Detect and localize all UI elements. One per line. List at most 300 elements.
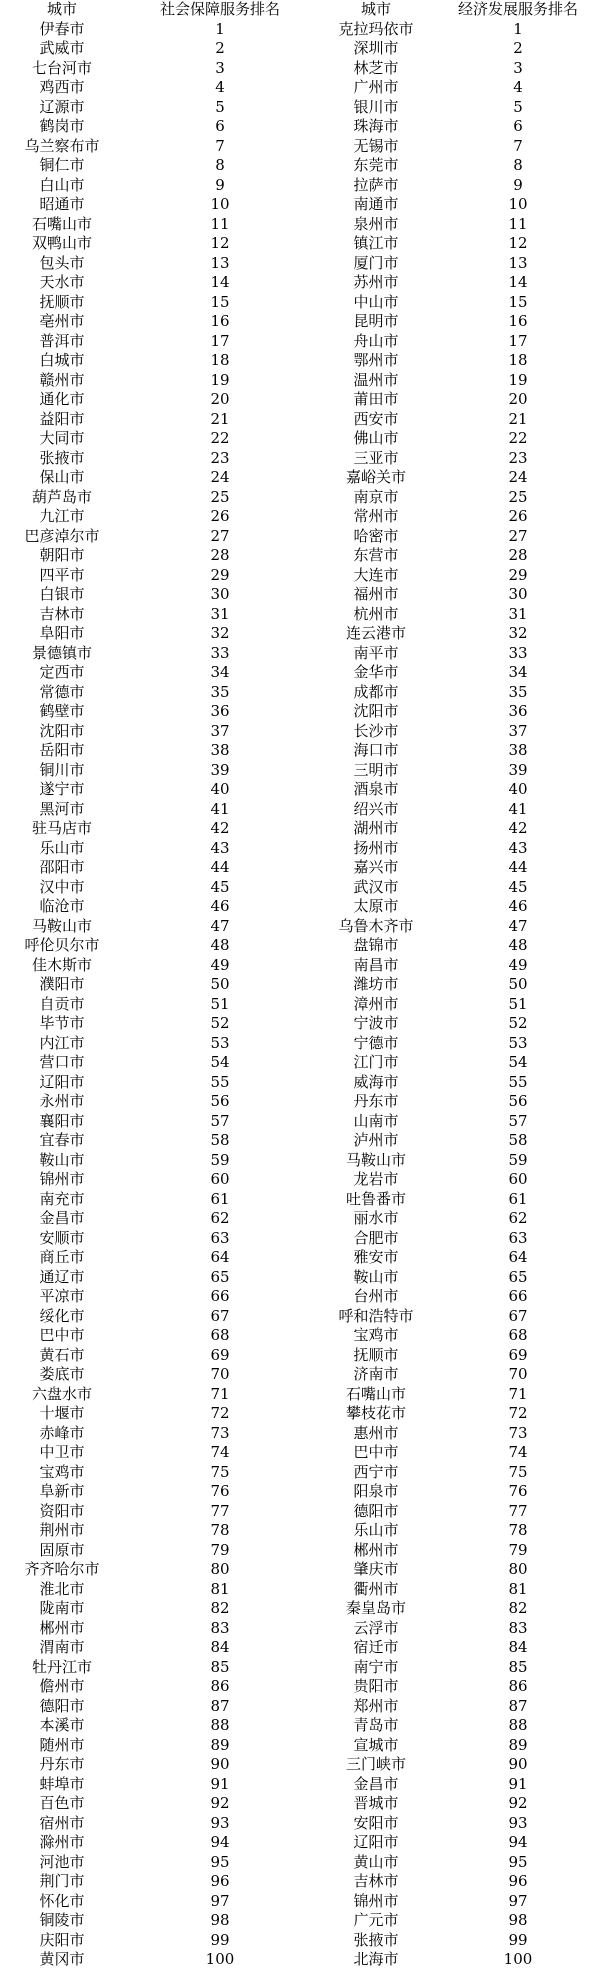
social-rank-cell: 30 bbox=[210, 585, 230, 604]
social-city-cell: 随州市 bbox=[39, 1735, 85, 1754]
economic-rank-cell: 46 bbox=[508, 897, 528, 916]
economic-rank-cell: 88 bbox=[508, 1716, 528, 1735]
economic-rank-cell: 97 bbox=[508, 1891, 528, 1910]
economic-rank-cell: 69 bbox=[508, 1345, 528, 1364]
social-rank-cell: 87 bbox=[210, 1696, 230, 1715]
social-city-cell: 邵阳市 bbox=[39, 858, 85, 877]
social-city-cell: 临沧市 bbox=[39, 897, 85, 916]
economic-rank-cell: 95 bbox=[508, 1852, 528, 1871]
social-city-cell: 武威市 bbox=[39, 39, 85, 58]
social-rank-cell: 73 bbox=[210, 1423, 230, 1442]
economic-city-cell: 丽水市 bbox=[353, 1209, 399, 1228]
table-row bbox=[0, 39, 600, 59]
social-city-cell: 普洱市 bbox=[39, 331, 85, 350]
economic-rank-cell: 57 bbox=[508, 1111, 528, 1130]
economic-rank-cell: 82 bbox=[508, 1599, 528, 1618]
social-rank-cell: 26 bbox=[210, 507, 230, 526]
table-row bbox=[0, 137, 600, 157]
economic-city-cell: 锦州市 bbox=[353, 1891, 399, 1910]
social-rank-cell: 2 bbox=[215, 39, 225, 58]
table-row bbox=[0, 975, 600, 995]
table-row bbox=[0, 683, 600, 703]
social-city-cell: 巴中市 bbox=[39, 1326, 85, 1345]
economic-city-cell: 威海市 bbox=[353, 1072, 399, 1091]
table-row bbox=[0, 1560, 600, 1580]
economic-city-cell: 连云港市 bbox=[345, 624, 406, 643]
social-rank-cell: 48 bbox=[210, 936, 230, 955]
economic-city-cell: 郑州市 bbox=[353, 1696, 399, 1715]
table-row bbox=[0, 371, 600, 391]
table-row bbox=[0, 117, 600, 137]
social-rank-cell: 45 bbox=[210, 877, 230, 896]
social-rank-cell: 9 bbox=[215, 175, 225, 194]
social-rank-cell: 51 bbox=[210, 994, 230, 1013]
economic-city-cell: 深圳市 bbox=[353, 39, 399, 58]
social-city-cell: 中卫市 bbox=[39, 1443, 85, 1462]
economic-city-cell: 肇庆市 bbox=[353, 1560, 399, 1579]
table-row bbox=[0, 1190, 600, 1210]
social-rank-cell: 16 bbox=[210, 312, 230, 331]
economic-rank-cell: 17 bbox=[508, 331, 528, 350]
table-row bbox=[0, 429, 600, 449]
economic-city-cell: 扬州市 bbox=[353, 838, 399, 857]
economic-rank-cell: 96 bbox=[508, 1872, 528, 1891]
economic-rank-cell: 22 bbox=[508, 429, 528, 448]
social-city-cell: 营口市 bbox=[39, 1053, 85, 1072]
social-city-cell: 通化市 bbox=[39, 390, 85, 409]
economic-city-cell: 哈密市 bbox=[353, 526, 399, 545]
social-city-cell: 资阳市 bbox=[39, 1501, 85, 1520]
economic-rank-cell: 39 bbox=[508, 760, 528, 779]
social-rank-cell: 32 bbox=[210, 624, 230, 643]
social-city-cell: 辽源市 bbox=[39, 97, 85, 116]
economic-city-cell: 太原市 bbox=[353, 897, 399, 916]
economic-rank-cell: 1 bbox=[513, 19, 523, 38]
table-row bbox=[0, 1580, 600, 1600]
economic-city-cell: 贵阳市 bbox=[353, 1677, 399, 1696]
economic-city-cell: 金华市 bbox=[353, 663, 399, 682]
economic-rank-cell: 4 bbox=[513, 78, 523, 97]
social-rank-cell: 94 bbox=[210, 1833, 230, 1852]
economic-city-cell: 三门峡市 bbox=[345, 1755, 406, 1774]
social-rank-cell: 95 bbox=[210, 1852, 230, 1871]
table-row bbox=[0, 293, 600, 313]
economic-rank-cell: 74 bbox=[508, 1443, 528, 1462]
table-body bbox=[0, 20, 600, 1970]
social-city-cell: 襄阳市 bbox=[39, 1111, 85, 1130]
social-rank-cell: 43 bbox=[210, 838, 230, 857]
table-row bbox=[0, 1755, 600, 1775]
social-rank-cell: 39 bbox=[210, 760, 230, 779]
economic-city-cell: 东莞市 bbox=[353, 156, 399, 175]
economic-rank-cell: 64 bbox=[508, 1248, 528, 1267]
economic-city-cell: 宁波市 bbox=[353, 1014, 399, 1033]
social-rank-cell: 19 bbox=[210, 370, 230, 389]
table-row bbox=[0, 1424, 600, 1444]
economic-city-cell: 宣城市 bbox=[353, 1735, 399, 1754]
social-city-cell: 锦州市 bbox=[39, 1170, 85, 1189]
economic-rank-cell: 84 bbox=[508, 1638, 528, 1657]
table-row bbox=[0, 1697, 600, 1717]
table-row bbox=[0, 624, 600, 644]
social-city-cell: 汉中市 bbox=[39, 877, 85, 896]
table-row bbox=[0, 1658, 600, 1678]
economic-city-cell: 舟山市 bbox=[353, 331, 399, 350]
economic-rank-cell: 15 bbox=[508, 292, 528, 311]
economic-city-cell: 西宁市 bbox=[353, 1462, 399, 1481]
social-rank-cell: 98 bbox=[210, 1911, 230, 1930]
social-city-cell: 驻马店市 bbox=[31, 819, 92, 838]
economic-rank-cell: 25 bbox=[508, 487, 528, 506]
economic-city-cell: 丹东市 bbox=[353, 1092, 399, 1111]
table-row bbox=[0, 1014, 600, 1034]
economic-city-cell: 北海市 bbox=[353, 1950, 399, 1969]
table-row bbox=[0, 449, 600, 469]
economic-rank-cell: 83 bbox=[508, 1618, 528, 1637]
social-rank-cell: 75 bbox=[210, 1462, 230, 1481]
economic-city-cell: 嘉兴市 bbox=[353, 858, 399, 877]
table-row bbox=[0, 1794, 600, 1814]
social-rank-cell: 74 bbox=[210, 1443, 230, 1462]
economic-city-cell: 嘉峪关市 bbox=[345, 468, 406, 487]
economic-city-cell: 衢州市 bbox=[353, 1579, 399, 1598]
social-rank-cell: 79 bbox=[210, 1540, 230, 1559]
social-city-cell: 平凉市 bbox=[39, 1287, 85, 1306]
economic-city-cell: 大连市 bbox=[353, 565, 399, 584]
social-city-cell: 通辽市 bbox=[39, 1267, 85, 1286]
economic-rank-cell: 54 bbox=[508, 1053, 528, 1072]
social-rank-cell: 18 bbox=[210, 351, 230, 370]
table-row bbox=[0, 1365, 600, 1385]
table-row bbox=[0, 1892, 600, 1912]
table-row bbox=[0, 1463, 600, 1483]
table-row bbox=[0, 1502, 600, 1522]
social-rank-cell: 57 bbox=[210, 1111, 230, 1130]
social-rank-cell: 100 bbox=[205, 1950, 235, 1969]
social-rank-cell: 82 bbox=[210, 1599, 230, 1618]
header-city-economic: 城市 bbox=[360, 0, 391, 19]
social-city-cell: 鹤壁市 bbox=[39, 702, 85, 721]
table-row bbox=[0, 1716, 600, 1736]
social-rank-cell: 41 bbox=[210, 799, 230, 818]
economic-city-cell: 南宁市 bbox=[353, 1657, 399, 1676]
economic-rank-cell: 51 bbox=[508, 994, 528, 1013]
table-row bbox=[0, 819, 600, 839]
social-rank-cell: 80 bbox=[210, 1560, 230, 1579]
social-rank-cell: 46 bbox=[210, 897, 230, 916]
economic-rank-cell: 5 bbox=[513, 97, 523, 116]
table-row bbox=[0, 410, 600, 430]
economic-city-cell: 晋城市 bbox=[353, 1794, 399, 1813]
table-row bbox=[0, 1268, 600, 1288]
economic-rank-cell: 19 bbox=[508, 370, 528, 389]
economic-rank-cell: 68 bbox=[508, 1326, 528, 1345]
economic-city-cell: 乌鲁木齐市 bbox=[338, 916, 414, 935]
economic-rank-cell: 36 bbox=[508, 702, 528, 721]
social-city-cell: 岳阳市 bbox=[39, 741, 85, 760]
social-rank-cell: 99 bbox=[210, 1930, 230, 1949]
table-row bbox=[0, 1638, 600, 1658]
social-rank-cell: 50 bbox=[210, 975, 230, 994]
economic-city-cell: 常州市 bbox=[353, 507, 399, 526]
social-city-cell: 亳州市 bbox=[39, 312, 85, 331]
social-rank-cell: 6 bbox=[215, 117, 225, 136]
economic-city-cell: 莆田市 bbox=[353, 390, 399, 409]
header-city-social: 城市 bbox=[46, 0, 77, 19]
table-row bbox=[0, 254, 600, 274]
economic-rank-cell: 9 bbox=[513, 175, 523, 194]
social-rank-cell: 33 bbox=[210, 643, 230, 662]
economic-rank-cell: 37 bbox=[508, 721, 528, 740]
social-city-cell: 渭南市 bbox=[39, 1638, 85, 1657]
social-rank-cell: 47 bbox=[210, 916, 230, 935]
economic-city-cell: 三明市 bbox=[353, 760, 399, 779]
economic-rank-cell: 65 bbox=[508, 1267, 528, 1286]
social-city-cell: 保山市 bbox=[39, 468, 85, 487]
economic-city-cell: 南昌市 bbox=[353, 955, 399, 974]
social-city-cell: 滁州市 bbox=[39, 1833, 85, 1852]
economic-rank-cell: 90 bbox=[508, 1755, 528, 1774]
table-row bbox=[0, 1229, 600, 1249]
economic-rank-cell: 3 bbox=[513, 58, 523, 77]
table-row bbox=[0, 605, 600, 625]
social-city-cell: 阜新市 bbox=[39, 1482, 85, 1501]
social-rank-cell: 44 bbox=[210, 858, 230, 877]
table-row bbox=[0, 527, 600, 547]
table-row bbox=[0, 722, 600, 742]
economic-city-cell: 济南市 bbox=[353, 1365, 399, 1384]
social-city-cell: 佳木斯市 bbox=[31, 955, 92, 974]
social-rank-cell: 38 bbox=[210, 741, 230, 760]
social-city-cell: 黄石市 bbox=[39, 1345, 85, 1364]
social-city-cell: 商丘市 bbox=[39, 1248, 85, 1267]
economic-rank-cell: 34 bbox=[508, 663, 528, 682]
social-city-cell: 毕节市 bbox=[39, 1014, 85, 1033]
economic-city-cell: 林芝市 bbox=[353, 58, 399, 77]
table-row bbox=[0, 1853, 600, 1873]
economic-rank-cell: 48 bbox=[508, 936, 528, 955]
social-city-cell: 张掖市 bbox=[39, 448, 85, 467]
social-city-cell: 内江市 bbox=[39, 1033, 85, 1052]
social-city-cell: 德阳市 bbox=[39, 1696, 85, 1715]
social-rank-cell: 3 bbox=[215, 58, 225, 77]
social-rank-cell: 28 bbox=[210, 546, 230, 565]
social-city-cell: 黑河市 bbox=[39, 799, 85, 818]
economic-city-cell: 酒泉市 bbox=[353, 780, 399, 799]
social-rank-cell: 65 bbox=[210, 1267, 230, 1286]
table-row bbox=[0, 1482, 600, 1502]
economic-city-cell: 马鞍山市 bbox=[345, 1150, 406, 1169]
social-rank-cell: 27 bbox=[210, 526, 230, 545]
social-rank-cell: 14 bbox=[210, 273, 230, 292]
social-city-cell: 娄底市 bbox=[39, 1365, 85, 1384]
economic-city-cell: 福州市 bbox=[353, 585, 399, 604]
social-city-cell: 朝阳市 bbox=[39, 546, 85, 565]
header-social-security-rank: 社会保障服务排名 bbox=[159, 0, 280, 19]
economic-rank-cell: 91 bbox=[508, 1774, 528, 1793]
table-row bbox=[0, 1775, 600, 1795]
economic-city-cell: 长沙市 bbox=[353, 721, 399, 740]
economic-rank-cell: 81 bbox=[508, 1579, 528, 1598]
table-row bbox=[0, 1307, 600, 1327]
table-row bbox=[0, 98, 600, 118]
social-city-cell: 铜川市 bbox=[39, 760, 85, 779]
social-rank-cell: 88 bbox=[210, 1716, 230, 1735]
social-rank-cell: 77 bbox=[210, 1501, 230, 1520]
economic-city-cell: 沈阳市 bbox=[353, 702, 399, 721]
economic-rank-cell: 75 bbox=[508, 1462, 528, 1481]
table-row bbox=[0, 780, 600, 800]
social-city-cell: 白城市 bbox=[39, 351, 85, 370]
economic-city-cell: 宁德市 bbox=[353, 1033, 399, 1052]
economic-city-cell: 武汉市 bbox=[353, 877, 399, 896]
table-row bbox=[0, 1053, 600, 1073]
economic-rank-cell: 18 bbox=[508, 351, 528, 370]
social-city-cell: 白银市 bbox=[39, 585, 85, 604]
social-city-cell: 沈阳市 bbox=[39, 721, 85, 740]
economic-rank-cell: 80 bbox=[508, 1560, 528, 1579]
table-row bbox=[0, 1814, 600, 1834]
table-row bbox=[0, 273, 600, 293]
social-city-cell: 百色市 bbox=[39, 1794, 85, 1813]
economic-rank-cell: 92 bbox=[508, 1794, 528, 1813]
economic-rank-cell: 35 bbox=[508, 682, 528, 701]
economic-rank-cell: 71 bbox=[508, 1384, 528, 1403]
social-rank-cell: 13 bbox=[210, 253, 230, 272]
social-city-cell: 昭通市 bbox=[39, 195, 85, 214]
economic-rank-cell: 55 bbox=[508, 1072, 528, 1091]
economic-rank-cell: 47 bbox=[508, 916, 528, 935]
table-row bbox=[0, 1404, 600, 1424]
economic-city-cell: 中山市 bbox=[353, 292, 399, 311]
table-row bbox=[0, 1599, 600, 1619]
economic-city-cell: 海口市 bbox=[353, 741, 399, 760]
economic-city-cell: 合肥市 bbox=[353, 1228, 399, 1247]
economic-rank-cell: 29 bbox=[508, 565, 528, 584]
economic-rank-cell: 60 bbox=[508, 1170, 528, 1189]
economic-rank-cell: 66 bbox=[508, 1287, 528, 1306]
table-row bbox=[0, 1346, 600, 1366]
social-rank-cell: 59 bbox=[210, 1150, 230, 1169]
economic-city-cell: 南京市 bbox=[353, 487, 399, 506]
social-city-cell: 呼伦贝尔市 bbox=[24, 936, 100, 955]
economic-city-cell: 抚顺市 bbox=[353, 1345, 399, 1364]
social-city-cell: 伊春市 bbox=[39, 19, 85, 38]
economic-rank-cell: 93 bbox=[508, 1813, 528, 1832]
economic-rank-cell: 70 bbox=[508, 1365, 528, 1384]
economic-rank-cell: 50 bbox=[508, 975, 528, 994]
social-city-cell: 赣州市 bbox=[39, 370, 85, 389]
social-rank-cell: 20 bbox=[210, 390, 230, 409]
table-row bbox=[0, 215, 600, 235]
social-rank-cell: 84 bbox=[210, 1638, 230, 1657]
social-rank-cell: 89 bbox=[210, 1735, 230, 1754]
social-city-cell: 黄冈市 bbox=[39, 1950, 85, 1969]
social-city-cell: 鹤岗市 bbox=[39, 117, 85, 136]
economic-city-cell: 郴州市 bbox=[353, 1540, 399, 1559]
table-row bbox=[0, 1209, 600, 1229]
economic-rank-cell: 42 bbox=[508, 819, 528, 838]
economic-city-cell: 吐鲁番市 bbox=[345, 1189, 406, 1208]
table-row bbox=[0, 1073, 600, 1093]
table-row bbox=[0, 1287, 600, 1307]
social-rank-cell: 22 bbox=[210, 429, 230, 448]
economic-rank-cell: 38 bbox=[508, 741, 528, 760]
social-rank-cell: 23 bbox=[210, 448, 230, 467]
table-row bbox=[0, 1034, 600, 1054]
header-economic-development-rank: 经济发展服务排名 bbox=[457, 0, 578, 19]
table-row bbox=[0, 702, 600, 722]
economic-rank-cell: 79 bbox=[508, 1540, 528, 1559]
economic-city-cell: 珠海市 bbox=[353, 117, 399, 136]
economic-rank-cell: 99 bbox=[508, 1930, 528, 1949]
table-row bbox=[0, 1677, 600, 1697]
social-rank-cell: 76 bbox=[210, 1482, 230, 1501]
social-rank-cell: 8 bbox=[215, 156, 225, 175]
economic-rank-cell: 49 bbox=[508, 955, 528, 974]
social-rank-cell: 4 bbox=[215, 78, 225, 97]
social-city-cell: 淮北市 bbox=[39, 1579, 85, 1598]
social-city-cell: 绥化市 bbox=[39, 1306, 85, 1325]
economic-city-cell: 青岛市 bbox=[353, 1716, 399, 1735]
table-row bbox=[0, 858, 600, 878]
economic-city-cell: 无锡市 bbox=[353, 136, 399, 155]
economic-rank-cell: 11 bbox=[508, 214, 528, 233]
table-row bbox=[0, 468, 600, 488]
social-city-cell: 安顺市 bbox=[39, 1228, 85, 1247]
economic-rank-cell: 32 bbox=[508, 624, 528, 643]
social-rank-cell: 24 bbox=[210, 468, 230, 487]
economic-rank-cell: 40 bbox=[508, 780, 528, 799]
social-city-cell: 荆门市 bbox=[39, 1872, 85, 1891]
social-rank-cell: 66 bbox=[210, 1287, 230, 1306]
economic-rank-cell: 77 bbox=[508, 1501, 528, 1520]
economic-rank-cell: 67 bbox=[508, 1306, 528, 1325]
social-city-cell: 牡丹江市 bbox=[31, 1657, 92, 1676]
table-row bbox=[0, 1443, 600, 1463]
economic-rank-cell: 72 bbox=[508, 1404, 528, 1423]
table-row bbox=[0, 176, 600, 196]
table-row bbox=[0, 644, 600, 664]
economic-city-cell: 攀枝花市 bbox=[345, 1404, 406, 1423]
table-row bbox=[0, 78, 600, 98]
table-row bbox=[0, 1248, 600, 1268]
social-city-cell: 巴彦淖尔市 bbox=[24, 526, 100, 545]
social-rank-cell: 63 bbox=[210, 1228, 230, 1247]
economic-city-cell: 龙岩市 bbox=[353, 1170, 399, 1189]
economic-city-cell: 克拉玛依市 bbox=[338, 19, 414, 38]
economic-city-cell: 山南市 bbox=[353, 1111, 399, 1130]
social-city-cell: 齐齐哈尔市 bbox=[24, 1560, 100, 1579]
economic-rank-cell: 16 bbox=[508, 312, 528, 331]
social-rank-cell: 91 bbox=[210, 1774, 230, 1793]
table-row bbox=[0, 59, 600, 79]
table-row bbox=[0, 1619, 600, 1639]
social-rank-cell: 85 bbox=[210, 1657, 230, 1676]
economic-city-cell: 南通市 bbox=[353, 195, 399, 214]
economic-city-cell: 泉州市 bbox=[353, 214, 399, 233]
economic-city-cell: 辽阳市 bbox=[353, 1833, 399, 1852]
table-row bbox=[0, 1326, 600, 1346]
social-city-cell: 益阳市 bbox=[39, 409, 85, 428]
economic-city-cell: 宝鸡市 bbox=[353, 1326, 399, 1345]
economic-rank-cell: 94 bbox=[508, 1833, 528, 1852]
social-city-cell: 乐山市 bbox=[39, 838, 85, 857]
economic-city-cell: 乐山市 bbox=[353, 1521, 399, 1540]
table-row bbox=[0, 195, 600, 215]
economic-rank-cell: 59 bbox=[508, 1150, 528, 1169]
social-city-cell: 辽阳市 bbox=[39, 1072, 85, 1091]
